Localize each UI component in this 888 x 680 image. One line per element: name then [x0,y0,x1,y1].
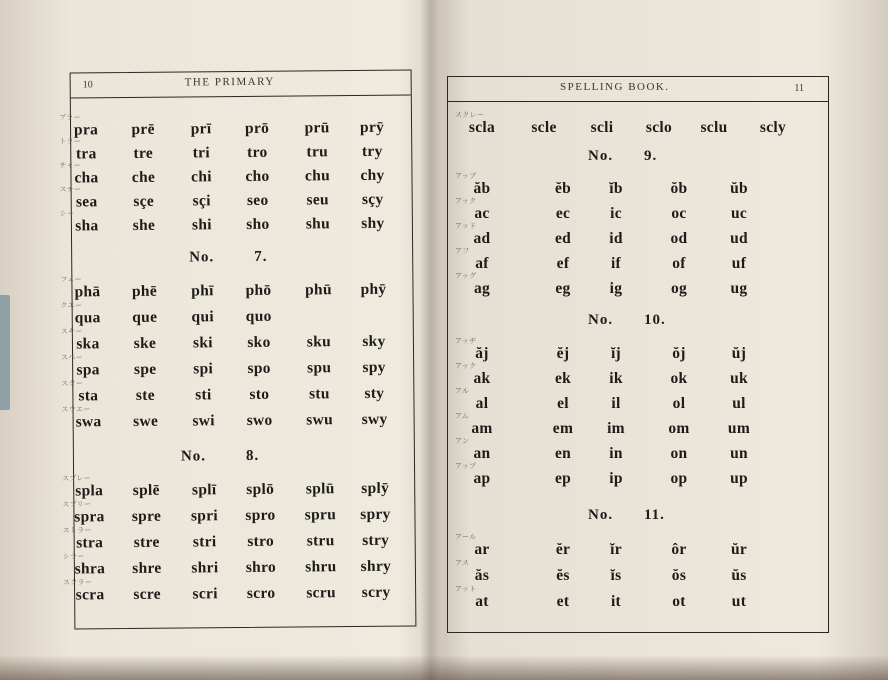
syllable-cell [704,345,774,363]
syllable-text: scry [361,583,391,601]
syllable-text: spro [245,506,276,524]
syllable-text: sçi [192,192,211,210]
syllable-text: prū [304,119,330,137]
syllable-text: spa [76,361,100,379]
syllable-text: up [730,470,748,487]
syllable-text: scru [306,584,337,602]
syllable-text: ĭs [610,567,622,584]
syllable-text: scra [75,586,105,604]
syllable-cell [447,533,517,559]
syllable-text: pra [73,121,99,139]
katakana-gloss: スキー [60,327,83,336]
syllable-row [448,272,828,302]
syllable-text: phō [245,281,272,299]
syllable-text: em [552,420,574,437]
syllable-text: ep [554,470,572,487]
syllable-text: swa [75,413,102,431]
syllable-cell [704,180,774,198]
syllable-text: tru [306,143,329,161]
syllable-text: in [609,445,623,462]
syllable-cell [581,280,651,298]
syllable-text: af [475,255,489,272]
syllable-text: sclo [645,119,673,136]
katakana-gloss: アッグ [455,272,477,280]
syllable-text: seu [306,191,329,209]
katakana-gloss: アフ [455,247,470,255]
katakana-gloss: スチー [59,185,82,194]
syllable-cell [704,280,774,298]
syllable-text: shi [191,216,212,234]
katakana-gloss: シラー [62,552,85,561]
syllable-text: stro [247,532,275,550]
syllable-text: ac [474,205,490,222]
section-label: No. [180,448,207,465]
syllable-text: stre [133,533,160,551]
syllable-cell [337,143,407,162]
syllable-text: phē [131,282,158,300]
syllable-cell [224,308,294,327]
syllable-text: cha [74,169,99,187]
syllable-text: sha [75,217,99,235]
syllable-cell [338,191,408,210]
syllable-text: scro [246,584,276,602]
bottom-edge-shadow [0,655,888,680]
syllable-text: ŭb [730,180,748,197]
syllable-text: ag [473,280,491,297]
syllable-text: phī [191,282,214,300]
syllable-text: ĭb [609,180,623,197]
syllable-text: prī [190,120,212,138]
syllable-row [448,585,828,615]
syllable-text: prē [131,120,155,138]
syllable-text: chu [304,167,331,185]
syllable-cell [704,420,774,438]
syllable-text: splē [132,481,160,499]
section-number: 10. [644,312,666,328]
left-page-frame [58,70,417,630]
syllable-text: od [670,230,688,247]
katakana-gloss: アス [455,559,470,567]
syllable-cell [704,567,774,585]
syllable-row [448,111,828,141]
syllable-text: sko [247,333,271,351]
syllable-text: ska [76,335,100,353]
katakana-gloss: アッド [455,222,477,230]
syllable-text: og [670,280,688,297]
section-label: No. [189,249,215,266]
syllable-cell [581,470,651,488]
katakana-gloss: チャー [59,161,82,170]
syllable-cell [338,281,408,300]
syllable-text: swu [306,411,334,429]
left-page-header [71,71,411,99]
syllable-text: spry [360,505,391,523]
syllable-text: qui [191,308,215,326]
syllable-text: ul [732,395,746,412]
syllable-text: ăs [474,567,490,584]
syllable-text: sti [195,386,212,404]
syllable-text: el [557,395,569,412]
syllable-text: sku [306,333,332,351]
syllable-text: prȳ [359,118,385,136]
syllable-text: an [473,445,491,462]
syllable-text: en [554,445,572,462]
syllable-text: on [670,445,688,462]
syllable-text: splō [246,480,275,498]
syllable-cell [339,333,409,352]
syllable-text: spre [131,507,162,525]
section-label: No. [588,148,614,164]
syllable-text: id [609,230,623,247]
syllable-text: tri [192,144,210,162]
syllable-cell [581,205,651,223]
syllable-row [61,405,414,436]
syllable-text: im [607,420,625,437]
syllable-cell [338,215,408,234]
left-page-number: 10 [82,79,93,91]
syllable-text: ĕj [556,345,570,362]
syllable-cell [447,272,517,298]
syllable-cell [341,532,411,551]
syllable-text: ste [135,386,155,404]
syllable-text: ip [609,470,623,487]
syllable-cell [581,541,651,559]
syllable-cell [581,593,651,611]
katakana-gloss: ストラー [62,526,92,535]
syllable-text: scly [759,119,787,136]
syllable-text: spla [75,482,104,500]
syllable-text: phū [305,281,332,299]
syllable-text: try [361,142,383,160]
syllable-cell [704,370,774,388]
syllable-text: ak [473,370,491,387]
syllable-cell [581,567,651,585]
syllable-text: splī [191,481,217,499]
syllable-text: ĭj [610,345,622,362]
syllable-text: ŏj [672,345,686,362]
syllable-text: ôr [671,541,687,558]
syllable-text: que [132,308,158,326]
syllable-text: ig [609,280,623,297]
katakana-gloss: アッブ [455,172,477,180]
katakana-gloss: アール [455,533,477,541]
syllable-cell [704,395,774,413]
syllable-text: ar [474,541,490,558]
syllable-cell [704,445,774,463]
katakana-gloss: スクラー [62,578,93,587]
syllable-cell [581,180,651,198]
katakana-gloss: クエー [60,301,83,310]
syllable-cell [337,167,407,186]
syllable-text: tra [75,145,97,163]
syllable-text: uc [730,205,748,222]
right-page-number: 11 [794,83,804,94]
syllable-text: qua [74,309,101,327]
right-page-frame [447,76,829,633]
syllable-text: ĕr [555,541,571,558]
syllable-text: sçy [361,190,384,208]
katakana-gloss: フェー [60,275,82,284]
syllable-cell [284,307,354,308]
syllable-text: ol [672,395,686,412]
left-page-title: THE PRIMARY [184,75,275,89]
syllable-text: ut [731,593,747,610]
syllable-text: stry [362,531,390,549]
syllable-text: ŭr [730,541,748,558]
syllable-text: il [611,395,621,412]
section-number: 8. [245,447,260,464]
syllable-cell [341,558,411,577]
syllable-text: scre [133,585,162,603]
syllable-cell [704,205,774,223]
syllable-text: om [668,420,690,437]
syllable-cell [447,585,517,611]
syllable-text: am [471,420,493,437]
syllable-cell [340,411,410,430]
syllable-text: spy [362,358,386,376]
syllable-cell [447,462,517,488]
book-gutter [420,0,442,680]
syllable-text: shri [191,559,219,577]
syllable-text: sta [78,387,99,405]
syllable-text: ĕs [556,567,570,584]
syllable-text: ŭj [731,345,747,362]
syllable-text: ŭs [731,567,747,584]
syllable-text: spo [247,359,271,377]
syllable-text: ĭr [610,541,622,558]
syllable-text: swo [246,411,273,429]
syllable-text: stru [306,532,335,550]
syllable-text: sho [246,215,270,233]
syllable-text: it [610,593,622,610]
katakana-gloss: スプレー [62,474,92,483]
syllable-text: ŏb [670,180,688,197]
syllable-text: ap [473,470,491,487]
katakana-gloss: スター [61,379,84,388]
right-page-title: SPELLING BOOK. [560,81,670,93]
syllable-text: spri [190,507,219,525]
syllable-row [62,578,415,609]
syllable-text: scli [590,119,614,136]
syllable-text: ik [609,370,623,387]
syllable-text: ăj [475,345,489,362]
syllable-cell [704,593,774,611]
syllable-text: et [556,593,570,610]
syllable-text: scle [531,119,557,136]
syllable-text: shu [305,215,331,233]
syllable-text: ic [610,205,622,222]
syllable-text: scri [192,585,218,603]
syllable-text: tro [246,143,268,161]
syllable-text: ski [192,334,213,352]
syllable-text: of [672,255,686,272]
katakana-gloss: スウエー [61,405,91,414]
syllable-text: ec [555,205,571,222]
syllable-text: ug [730,280,748,297]
syllable-cell [339,307,409,308]
syllable-text: oc [671,205,687,222]
katakana-gloss: アル [455,387,470,395]
katakana-gloss: アム [455,412,470,420]
syllable-text: cho [245,167,270,185]
katakana-gloss: アック [455,197,477,205]
syllable-cell [447,111,517,137]
syllable-text: at [475,593,489,610]
syllable-cell [581,370,651,388]
syllable-text: shra [74,560,106,578]
syllable-text: splū [305,480,335,498]
syllable-text: ef [556,255,570,272]
katakana-gloss: アン [455,437,470,445]
syllable-text: spu [306,359,332,377]
syllable-text: chy [360,166,385,184]
syllable-cell [704,230,774,248]
katakana-gloss: スクレー [455,111,485,119]
syllable-cell [447,559,517,585]
syllable-text: spra [74,508,105,526]
syllable-text: shro [245,558,277,576]
syllable-text: ad [473,230,491,247]
syllable-text: tre [133,144,154,162]
syllable-text: ĕb [554,180,572,197]
syllable-text: phā [74,283,101,301]
syllable-text: sclu [700,119,728,136]
syllable-cell [581,445,651,463]
syllable-text: sky [362,332,386,350]
syllable-text: uk [730,370,748,387]
syllable-row [59,209,412,240]
syllable-text: prō [244,119,270,137]
katakana-gloss: アッヂ [455,337,477,345]
section-number: 9. [644,148,658,164]
syllable-cell [581,395,651,413]
syllable-text: al [475,395,489,412]
syllable-text: swy [361,410,388,428]
syllable-text: sçe [133,192,155,210]
syllable-text: che [131,168,156,186]
syllable-cell [704,255,774,273]
syllable-cell [581,345,651,363]
syllable-text: spru [304,506,337,524]
syllable-cell [339,359,409,378]
syllable-cell [738,119,808,137]
section-label: No. [588,507,614,523]
syllable-cell [341,584,411,603]
syllable-text: spi [193,360,214,378]
syllable-text: quo [245,307,272,325]
syllable-text: shru [305,558,337,576]
syllable-text: seo [246,191,269,209]
syllable-text: um [727,420,751,437]
syllable-cell [339,385,409,404]
section-number: 7. [254,248,268,265]
syllable-text: stra [76,534,104,552]
syllable-text: phȳ [360,280,387,298]
syllable-text: shy [361,214,385,232]
syllable-text: op [670,470,688,487]
syllable-text: she [132,216,156,234]
syllable-text: stu [308,385,330,403]
katakana-gloss: アップ [455,462,477,470]
syllable-cell [340,480,410,499]
syllable-text: ăb [473,180,491,197]
section-label: No. [588,312,614,328]
syllable-text: chi [191,168,212,186]
syllable-text: eg [555,280,571,297]
syllable-text: stri [192,533,217,551]
syllable-text: swi [192,412,215,430]
syllable-cell [581,255,651,273]
syllable-text: ske [133,334,157,352]
syllable-text: uf [731,255,747,272]
syllable-text: sto [249,385,270,403]
katakana-gloss: スペー [61,353,84,362]
syllable-text: if [610,255,622,272]
syllable-cell [704,470,774,488]
syllable-cell [581,230,651,248]
right-page-header [448,77,828,102]
syllable-text: shre [132,559,162,577]
katakana-gloss: スプリー [62,500,92,509]
katakana-gloss: トラー [59,137,82,146]
syllable-cell [340,506,410,525]
syllable-row [448,462,828,492]
syllable-text: ed [554,230,572,247]
page-tab [0,295,10,410]
section-number: 11. [644,507,665,523]
syllable-text: shry [360,557,392,575]
katakana-gloss: アック [455,362,477,370]
syllable-text: ok [670,370,688,387]
syllable-text: ŏs [671,567,687,584]
syllable-text: un [730,445,748,462]
syllable-text: sea [75,193,98,211]
syllable-text: ek [554,370,572,387]
syllable-text: swe [133,412,159,430]
syllable-cell [581,420,651,438]
syllable-cell [337,119,407,138]
katakana-gloss: アット [455,585,477,593]
katakana-gloss: プラー [58,113,81,122]
syllable-text: ot [672,593,686,610]
syllable-text: splȳ [361,479,390,497]
syllable-text: spe [133,360,157,378]
syllable-text: sty [364,384,385,402]
syllable-text: scla [468,119,496,136]
syllable-cell [704,541,774,559]
syllable-text: ud [730,230,748,247]
katakana-gloss: シー [59,209,75,218]
